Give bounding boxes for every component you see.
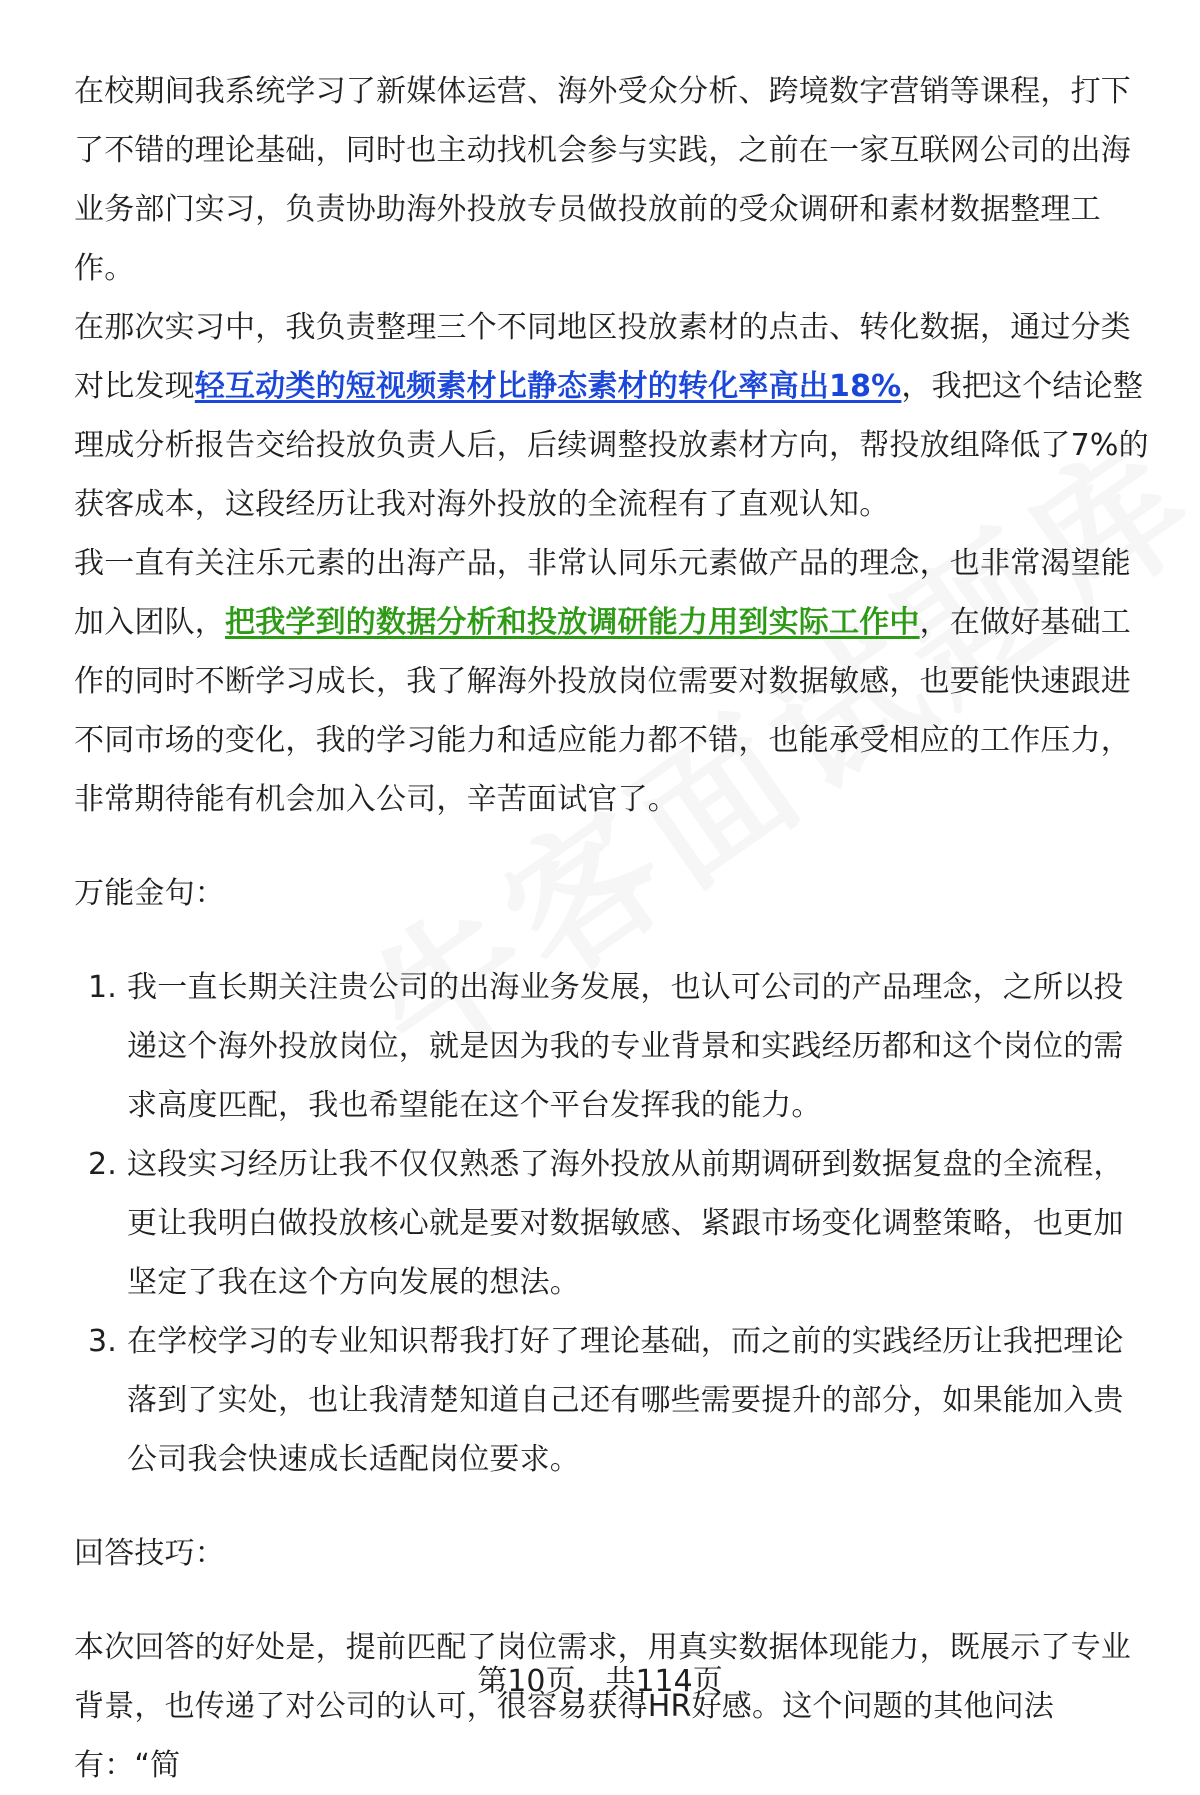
golden-sentences-heading: 万能金句： <box>74 876 225 911</box>
highlight-blue-text: 轻互动类的短视频素材比静态素材的转化率高出18% <box>194 369 902 404</box>
highlight-green-text: 把我学到的数据分析和投放调研能力用到实际工作中 <box>225 605 920 640</box>
paragraph-background <box>74 62 1152 298</box>
list-item-text: 我一直长期关注贵公司的出海业务发展，也认可公司的产品理念，之所以投递这个海外投放岗位，就是因为我的专业背景和实践经历都和这个岗位的需求高度匹配，我也希望能在这个平台发挥我的能力。 <box>127 970 1124 1123</box>
page-content <box>74 62 1152 1795</box>
list-item-number: 3. <box>88 1324 118 1359</box>
tips-paragraph: 本次回答的好处是，提前匹配了岗位需求，用真实数据体现能力，既展示了专业背景，也传递了对公司的认可，很容易获得HR好感。这个问题的其他问法有：“简 <box>74 1630 1131 1783</box>
paragraph-text: 在那次实习中，我负责整理三个不同地区投放素材的点击、转化数据，通过分类对比发现 <box>74 310 1131 404</box>
paragraph-internship <box>74 298 1152 534</box>
paragraph-text: 我一直有关注乐元素的出海产品，非常认同乐元素做产品的理念，也非常渴望能加入团队， <box>74 546 1131 640</box>
paragraph-text: ，在做好基础工作的同时不断学习成长，我了解海外投放岗位需要对数据敏感，也要能快速跟进不同市场的变化，我的学习能力和适应能力都不错，也能承受相应的工作压力，非常期待能有机会加入公司，辛苦面试官了。 <box>74 605 1132 817</box>
list-item <box>74 958 1152 1135</box>
list-item <box>74 1312 1152 1489</box>
paragraph-text: 在校期间我系统学习了新媒体运营、海外受众分析、跨境数字营销等课程，打下了不错的理论基础，同时也主动找机会参与实践，之前在一家互联网公司的出海业务部门实习，负责协助海外投放专员做投放前的受众调研和素材数据整理工作。 <box>74 74 1131 286</box>
tips-heading: 回答技巧： <box>74 1536 225 1571</box>
list-item-number: 1. <box>88 970 118 1005</box>
list-item-text: 这段实习经历让我不仅仅熟悉了海外投放从前期调研到数据复盘的全流程，更让我明白做投放核心就是要对数据敏感、紧跟市场变化调整策略，也更加坚定了我在这个方向发展的想法。 <box>127 1147 1124 1300</box>
list-item <box>74 1135 1152 1312</box>
paragraph-text: ，我把这个结论整理成分析报告交给投放负责人后，后续调整投放素材方向，帮投放组降低了7%的获客成本，这段经历让我对海外投放的全流程有了直观认知。 <box>74 369 1149 522</box>
paragraph-motivation <box>74 534 1152 829</box>
list-item-text: 在学校学习的专业知识帮我打好了理论基础，而之前的实践经历让我把理论落到了实处，也让我清楚知道自己还有哪些需要提升的部分，如果能加入贵公司我会快速成长适配岗位要求。 <box>127 1324 1124 1477</box>
list-item-number: 2. <box>88 1147 118 1182</box>
page-number-footer: 第10页，共114页 <box>477 1664 723 1699</box>
golden-sentences-list <box>74 958 1152 1489</box>
